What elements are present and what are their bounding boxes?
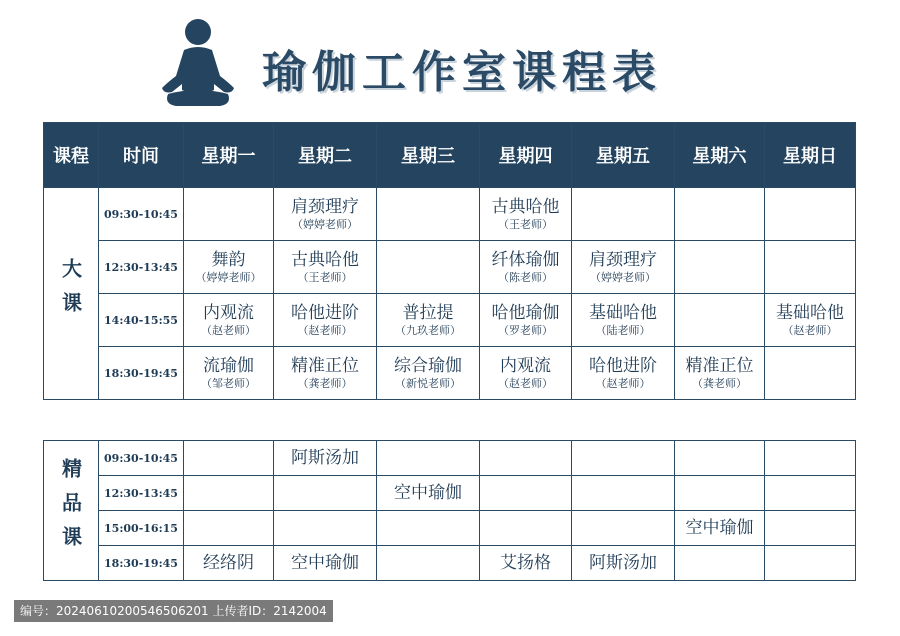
course-cell [765,476,856,511]
time-cell: 09:30-10:45 [99,441,184,476]
course-cell [480,546,572,581]
course-cell [675,511,765,546]
course-cell [184,241,274,294]
course-cell [274,188,377,241]
course-teacher: （婷婷老师） [590,271,656,284]
course-teacher: （王老师） [297,271,353,284]
course-cell [572,546,675,581]
course-cell [377,294,480,347]
course-name: 内观流 [203,303,254,323]
course-teacher: （婷婷老师） [195,271,262,284]
column-header: 星期四 [480,123,572,188]
time-cell: 12:30-13:45 [99,476,184,511]
course-cell [274,476,377,511]
course-cell [184,511,274,546]
course-name: 古典哈他 [291,250,359,270]
time-cell: 18:30-19:45 [99,546,184,581]
course-cell [675,476,765,511]
course-cell [572,347,675,400]
course-cell [274,511,377,546]
course-teacher: （邹老师） [201,377,256,390]
course-name: 内观流 [500,356,551,376]
course-name: 空中瑜伽 [394,483,462,503]
course-teacher: （赵老师） [201,324,256,337]
column-header: 星期六 [675,123,765,188]
course-cell [572,476,675,511]
course-cell [377,476,480,511]
course-cell [765,188,856,241]
course-cell [675,546,765,581]
course-cell [377,511,480,546]
course-cell [184,188,274,241]
column-header: 时间 [99,123,184,188]
column-header: 课程 [44,123,99,188]
course-name: 流瑜伽 [203,356,254,376]
schedule-row [44,347,856,400]
page-title: 瑜伽工作室课程表 [262,47,662,98]
course-name: 肩颈理疗 [589,250,657,270]
course-cell [480,294,572,347]
course-name: 艾扬格 [500,553,551,573]
column-header: 星期五 [572,123,675,188]
course-cell [184,347,274,400]
course-cell [675,188,765,241]
course-name: 阿斯汤加 [589,553,657,573]
course-cell [274,241,377,294]
course-name: 肩颈理疗 [291,197,359,217]
course-name: 纤体瑜伽 [491,250,560,270]
course-name: 经络阴 [203,553,254,573]
course-cell [184,294,274,347]
course-teacher: （婷婷老师） [292,218,358,231]
course-teacher: （九玖老师） [395,324,461,337]
time-cell: 15:00-16:15 [99,511,184,546]
course-cell [377,347,480,400]
course-teacher: （罗老师） [498,324,553,337]
course-cell [765,241,856,294]
course-cell [274,546,377,581]
course-teacher: （陈老师） [498,271,553,284]
course-teacher: （赵老师） [498,377,553,390]
course-name: 普拉提 [402,303,454,323]
course-teacher: （赵老师） [297,324,353,337]
course-cell [480,476,572,511]
course-cell [675,294,765,347]
course-cell [572,294,675,347]
course-teacher: （龚老师） [692,377,747,390]
section-label: 大课 [58,257,83,326]
course-teacher: （赵老师） [595,377,651,390]
footer-id-bar: 编号：20240610200546506201 上传者ID：2142004 [14,600,333,622]
course-cell [480,511,572,546]
schedule-row [44,476,856,511]
course-cell [572,511,675,546]
course-name: 综合瑜伽 [394,356,462,376]
course-name: 阿斯汤加 [291,448,359,468]
time-cell: 12:30-13:45 [99,241,184,294]
course-name: 哈他瑜伽 [491,303,560,323]
course-teacher: （王老师） [498,218,553,231]
course-cell [377,546,480,581]
section-label-cell [44,441,99,581]
course-cell [377,241,480,294]
time-cell: 18:30-19:45 [99,347,184,400]
schedule-row [44,294,856,347]
schedule-row [44,188,856,241]
course-teacher: （陆老师） [595,324,651,337]
course-cell [765,347,856,400]
course-name: 精准正位 [685,356,754,376]
time-cell: 09:30-10:45 [99,188,184,241]
schedule-row [44,241,856,294]
course-teacher: （新悦老师） [395,377,461,390]
course-cell [274,294,377,347]
course-cell [480,441,572,476]
course-teacher: （龚老师） [297,377,353,390]
column-header: 星期一 [184,123,274,188]
column-header: 星期二 [274,123,377,188]
course-cell [274,347,377,400]
course-cell [572,441,675,476]
schedule-row [44,511,856,546]
course-cell [765,546,856,581]
course-cell [480,241,572,294]
course-name: 空中瑜伽 [685,518,754,538]
schedule-row [44,441,856,476]
section-label: 精品课 [58,457,83,560]
time-cell: 14:40-15:55 [99,294,184,347]
course-name: 古典哈他 [491,197,560,217]
course-name: 精准正位 [291,356,359,376]
course-cell [377,188,480,241]
course-cell [675,241,765,294]
table-header-row [44,123,856,188]
big-class-table [43,122,856,400]
course-cell [675,441,765,476]
course-cell [572,241,675,294]
course-cell [274,441,377,476]
column-header: 星期日 [765,123,856,188]
course-cell [765,511,856,546]
course-cell [377,441,480,476]
course-cell [184,546,274,581]
course-name: 哈他进阶 [291,303,359,323]
premium-class-table [43,440,856,581]
meditation-icon [160,18,236,108]
course-name: 空中瑜伽 [291,553,359,573]
schedule-row [44,546,856,581]
course-cell [480,188,572,241]
course-cell [765,441,856,476]
course-name: 基础哈他 [589,303,657,323]
course-cell [765,294,856,347]
course-cell [675,347,765,400]
column-header: 星期三 [377,123,480,188]
header [0,0,900,118]
course-cell [480,347,572,400]
course-cell [184,441,274,476]
course-name: 基础哈他 [776,303,844,323]
course-name: 舞韵 [211,250,246,270]
course-name: 哈他进阶 [589,356,657,376]
course-cell [572,188,675,241]
course-teacher: （赵老师） [782,324,838,337]
section-label-cell [44,188,99,400]
course-cell [184,476,274,511]
